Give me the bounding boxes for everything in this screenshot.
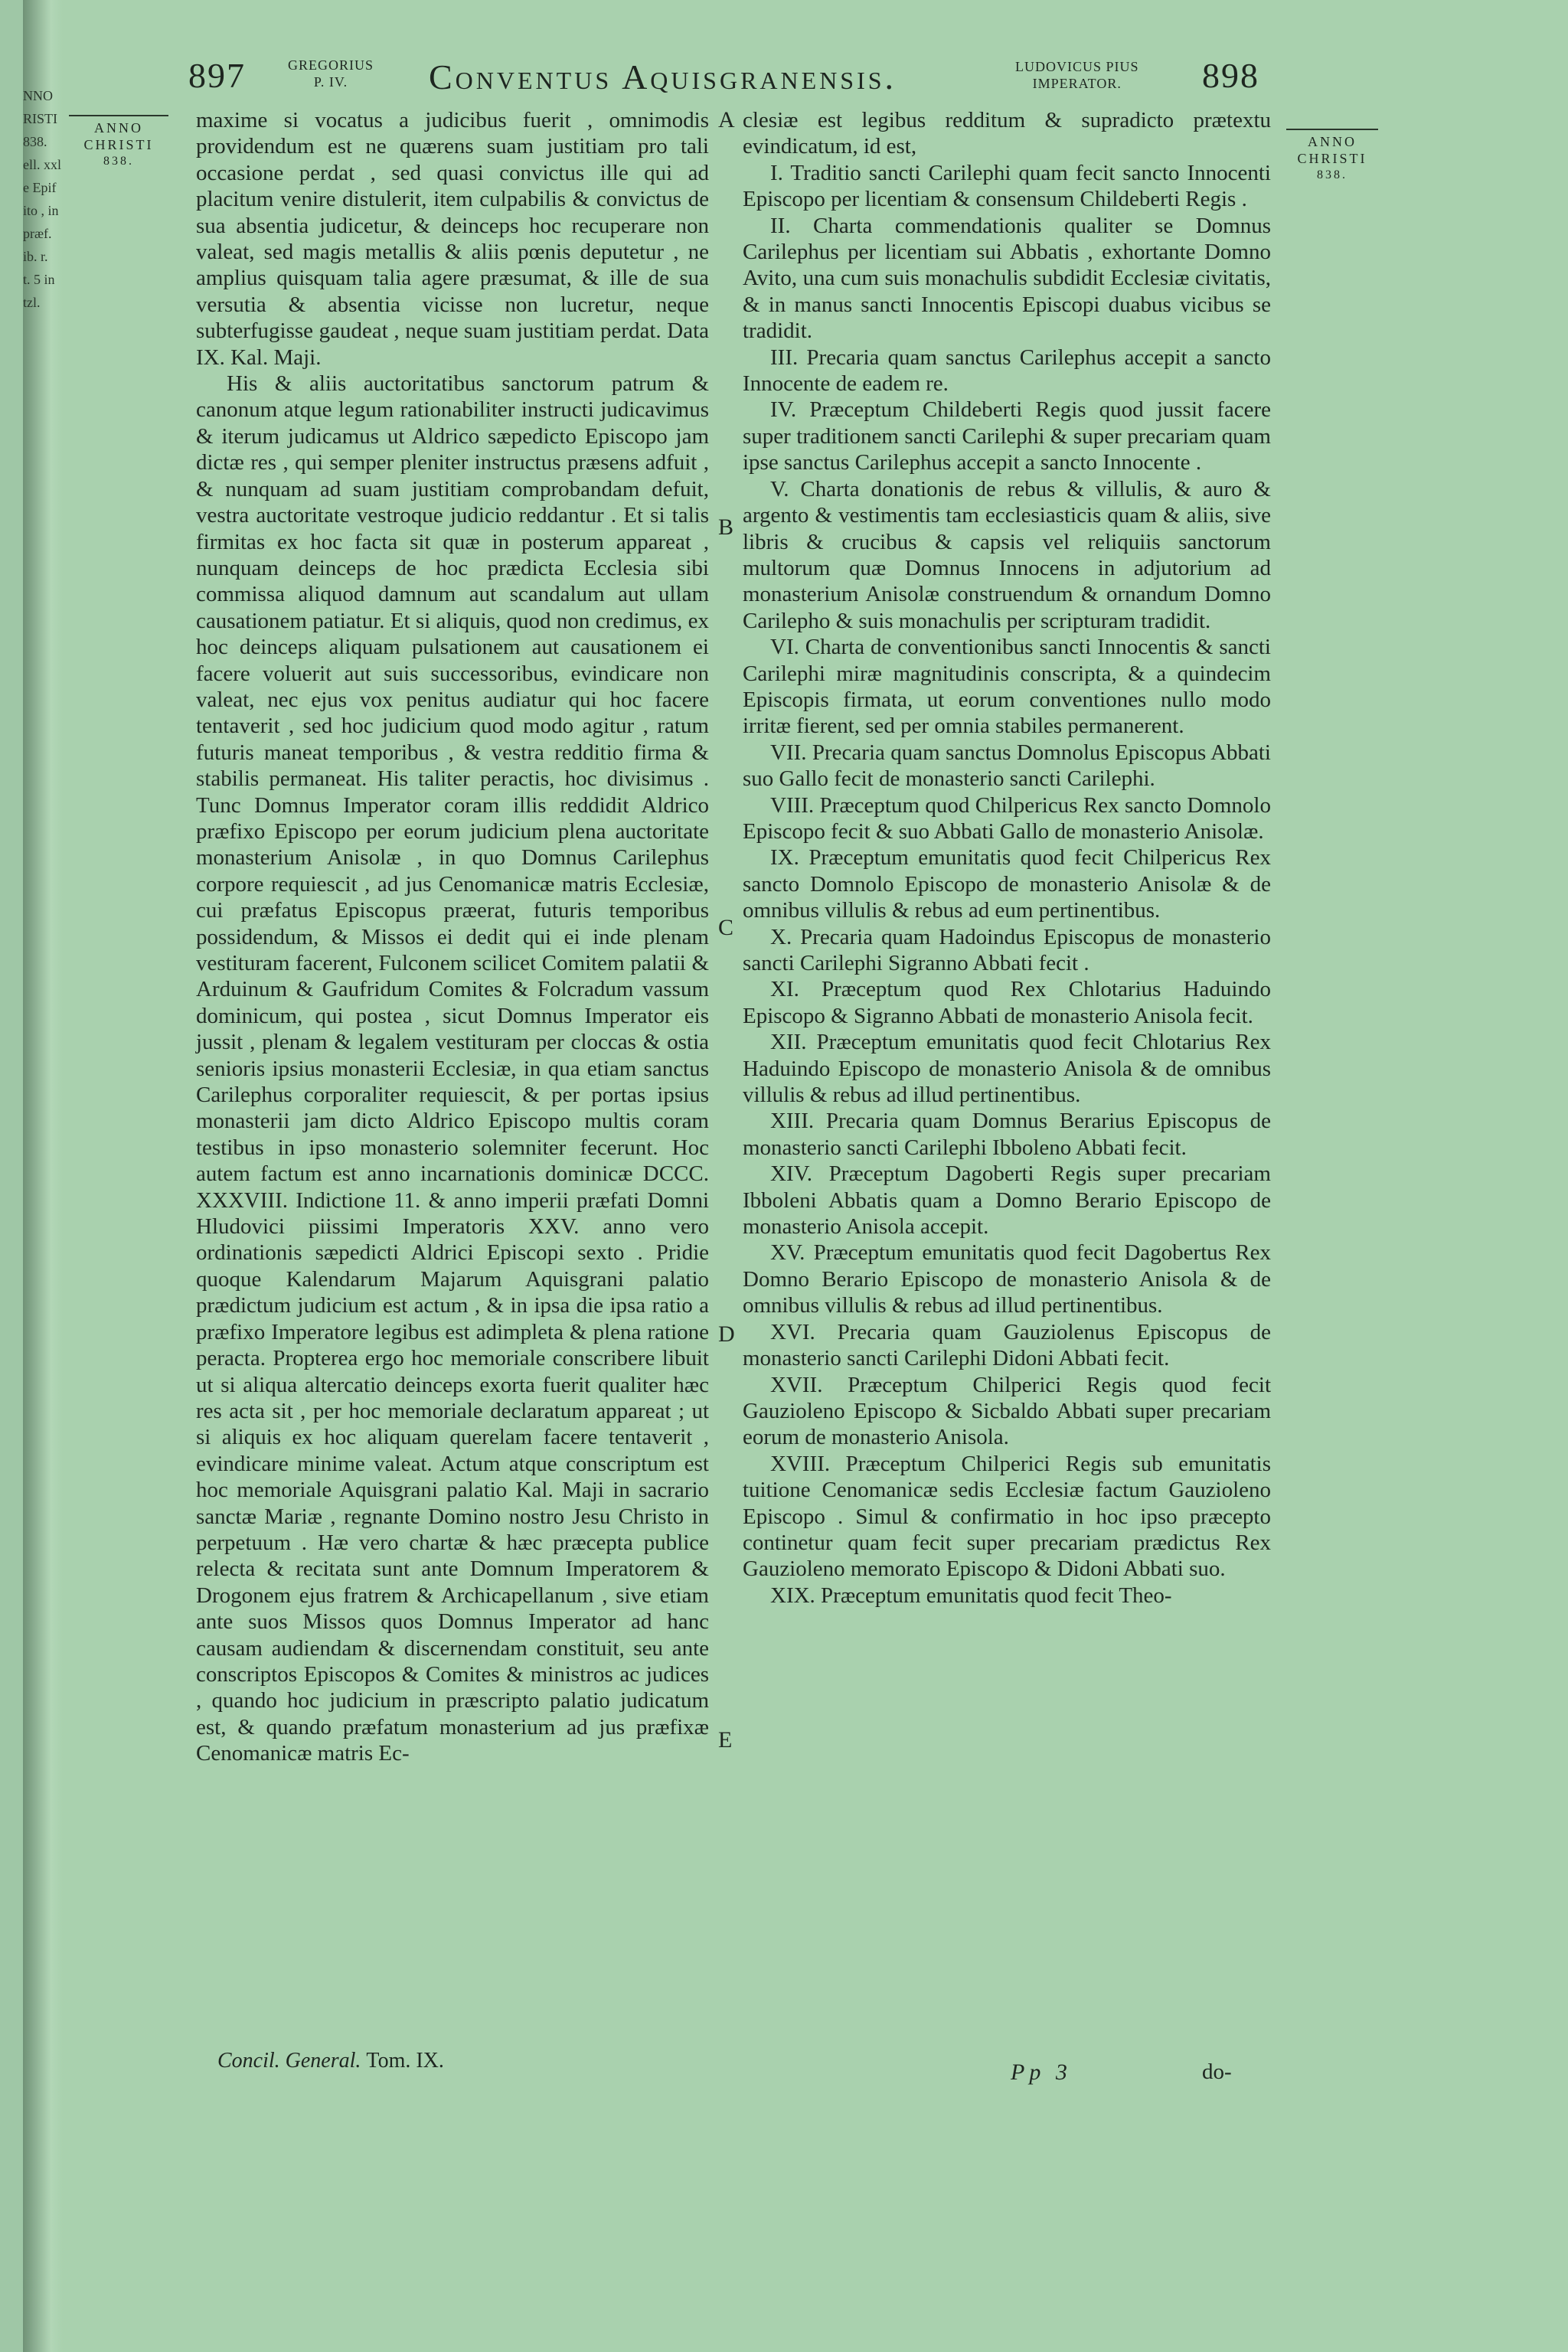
edge-fragment: tzl. [23,295,41,310]
margin-year-right: 838. [1317,168,1348,181]
document-list-item: V. Charta donationis de rebus & villulis, & auro & argento & vestimentis tam ecclesiasticis quam & aliis, sive libris & crucibus & capsis vel reliquiis sanctorum multorum quæ Domnus Innocens in adjutorium ad monasterium Anisolæ construendum & ornandum Domno Carilepho & suis monachulis per scripturam tradidit. [743,476,1271,633]
edge-fragment: ell. xxl [23,157,61,172]
emperor-name: LUDOVICUS PIUS [1015,59,1139,74]
document-list-item: XIII. Precaria quam Domnus Berarius Episcopus de monasterio sancti Carilephi Ibboleno Abbati fecit. [743,1109,1271,1160]
document-list-item: XIX. Præceptum emunitatis quod fecit Theo- [770,1583,1172,1608]
pope-label [288,57,374,90]
emperor-label [1015,58,1139,92]
source-title: Concil. General. [217,2049,361,2073]
right-intro: clesiæ est legibus redditum & supradicto prætextu evindicatum, id est, [743,108,1271,159]
page-number-left: 897 [188,56,246,95]
edge-fragment: ib. r. [23,249,48,264]
document-list-item: XV. Præceptum emunitatis quod fecit Dagobertus Rex Domno Berario Episcopo de monasterio Anisola & de omnibus villulis & rebus ad illud pertinentibus. [743,1240,1271,1318]
page-title: Conventus Aquisgranensis. [429,57,897,96]
margin-year-left: 838. [103,155,134,168]
document-list-item: I. Traditio sancti Carilephi quam fecit sancto Innocenti Episcopo per licentiam & consensum Childeberti Regis . [743,160,1271,212]
edge-fragment: RISTI [23,111,57,126]
document-list-item: III. Precaria quam sanctus Carilephus accepit a sancto Innocente de eadem re. [743,345,1271,397]
edge-fragment: NNO [23,88,53,103]
margin-note-right [1286,129,1378,184]
section-letter-c: C [718,915,734,940]
edge-fragment: e Epif [23,180,57,195]
document-list-item: IX. Præceptum emunitatis quod fecit Chilpericus Rex sancto Domnolo Episcopo de monasterio Anisolæ & de omnibus villulis & rebus ad eum pertinentibus. [743,845,1271,923]
document-list-item: XI. Præceptum quod Rex Chlotarius Haduindo Episcopo & Sigranno Abbati de monasterio Anisola fecit. [743,977,1271,1028]
document-list-item: XVI. Precaria quam Gauziolenus Episcopus de monasterio sancti Carilephi Didoni Abbati fecit. [743,1319,1271,1371]
edge-fragment: præf. [23,226,52,241]
section-letter-d: D [718,1321,735,1347]
emperor-title: IMPERATOR. [1032,76,1122,91]
binding-gutter [23,0,63,2352]
document-list-item: X. Precaria quam Hadoindus Episcopus de monasterio sancti Carilephi Sigranno Abbati fecit . [743,924,1271,975]
margin-anno-left: ANNO [94,120,143,136]
margin-anno-right: ANNO [1308,134,1357,149]
document-list-item: XVII. Præceptum Chilperici Regis quod fecit Gauzioleno Episcopo & Sicbaldo Abbati super precariam eorum de monasterio Anisola. [743,1372,1271,1450]
document-list-item: XVIII. Præceptum Chilperici Regis sub emunitatis tuitione Cenomanicæ sedis Ecclesiæ factum Gauzioleno Episcopo . Simul & confirmatio in hoc ipso præcepto continetur quam fecit super precariam prædictus Rex Gauzioleno memorato Episcopo & Didoni Abbati suo. [743,1451,1271,1582]
left-column [196,107,709,1767]
previous-page-edge [23,84,63,314]
source-volume: Tom. IX. [366,2049,444,2073]
section-letter-e: E [718,1727,733,1753]
edge-fragment: t. 5 in [23,272,55,287]
page-number-right: 898 [1202,56,1259,95]
pope-name: GREGORIUS [288,57,374,73]
document-list [743,160,1271,1609]
margin-note-left [69,115,168,170]
section-letter-b: B [718,514,734,540]
document-list-item: XIV. Præceptum Dagoberti Regis super precariam Ibboleni Abbatis quam a Domno Berario Episcopo de monasterio Anisola accepit. [743,1161,1271,1240]
document-list-item: VIII. Præceptum quod Chilpericus Rex sancto Domnolo Episcopo fecit & suo Abbati Gallo de monasterio Anisolæ. [743,792,1271,844]
running-header [23,47,1568,109]
document-list-item: VI. Charta de conventionibus sancti Innocentis & sancti Carilephi miræ magnitudinis conscripta, & a quindecim Episcopis firmata, ut eorum conventiones nullo modo irritæ fierent, sed per omnia stabiles permanerent. [743,635,1271,739]
document-list-item: IV. Præceptum Childeberti Regis quod jussit facere super traditionem sancti Carilephi & super precariam quam ipse sanctus Carilephus accepit a sancto Innocente . [743,397,1271,475]
document-list-item: II. Charta commendationis qualiter se Domnus Carilephus per licentiam sui Abbatis , exhortante Domno Avito, una cum suis monachulis subdidit Ecclesiæ civitatis, & in manus sancti Innocentis Episcopi duabus vicibus se tradidit. [743,213,1271,344]
section-letter-a: A [718,107,735,132]
document-list-item: VII. Precaria quam sanctus Domnolus Episcopus Abbati suo Gallo fecit de monasterio sancti Carilephi. [743,740,1271,792]
catchword: do- [1202,2060,1232,2084]
edge-fragment: ito , in [23,203,59,218]
left-paragraph-1: maxime si vocatus a judicibus fuerit , omnimodis providendum est ne quærens suam justitiam pro tali occasione perdat , sed quasi convictus ille qui ad placitum venire distulerit, item culpabilis & convictus de sua absentia judicetur, & deinceps hoc recuperare non valeat, sed magis metallis & aliis pœnis deputetur , ne amplius quisquam talia agere præsumat, & ille de sua versutia & absentia vicisse non lucretur, neque subterfugisse gaudeat , neque suam justitiam perdat. Data IX. Kal. Maji. [196,108,709,370]
source-reference [217,2049,444,2073]
margin-christi-right: CHRISTI [1297,151,1367,166]
edge-fragment: 838. [23,134,47,149]
left-paragraph-2: His & aliis auctoritatibus sanctorum patrum & canonum atque legum rationabiliter instructi judicavimus & iterum judicamus ut Aldrico sæpedicto Episcopo jam dictæ res , qui semper pleniter instructus præsens adfuit , & nunquam ad suam justitiam comprobandam defuit, vestra auctoritate vestroque judicio reddantur . Et si talis firmitas ex hoc facta sit quæ in posterum appareat , nunquam deinceps de hoc prædicta Ecclesia sibi commissa aliquod damnum aut scandalum aut ullam causationem patiatur. Et si aliquis, quod non credimus, ex hoc deinceps aliquam pulsationem aut causationem ei facere voluerit aut suis successoribus, evindicare non valeat, nec ejus vox penitus audiatur qui hoc facere tentaverit , sed hoc judicium quod modo agitur , ratum futuris maneat temporibus , & vestra redditio firma & stabilis permaneat. His taliter peractis, hoc divisimus . Tunc Domnus Imperator coram illis reddidit Aldrico præfixo Episcopo per eorum judicium plena auctoritate monasterium Anisolæ , in quo Domnus Carilephus corpore requiescit , ad jus Cenomanicæ matris Ecclesiæ, cui præfatus Episcopus præerat, futuris temporibus possidendum, & Missos ei dedit qui ei inde plenam vestituram facerent, Fulconem scilicet Comitem palatii & Arduinum & Gaufridum Comites & Folcradum vassum dominicum, qui postea , sicut Domnus Imperator eis jussit , plenam & legalem vestituram per cloccas & ostia senioris ipsius monasterii Ecclesiæ, in qua etiam sanctus Carilephus corporaliter requiescit, & per portas ipsius monasterii jam dicto Aldrico Episcopo multis coram testibus in ipso monasterio solemniter fecerunt. Hoc autem factum est anno incarnationis dominicæ DCCC. XXXVIII. Indictione 11. & anno imperii præfati Domni Hludovici piissimi Imperatoris XXV. anno vero ordinationis sæpedicti Aldrici Episcopi sexto . Pridie quoque Kalendarum Majarum Aquisgrani palatio prædictum judicium est actum , & in ipsa die ipsa ratio a præfixo Imperatore legibus est adimpleta & plena ratione peracta. Propterea ergo hoc memoriale conscribere libuit ut si aliqua altercatio deinceps exorta fuerit qualiter hæc res acta sit , per hoc memoriale declaratum appareat ; ut si aliquis ex hoc aliquam querelam facere tentaverit , evindicare minime valeat. Actum atque conscriptum est hoc memoriale Aquisgrani palatio Kal. Maji in sacrario sanctæ Mariæ , regnante Domino nostro Jesu Christo in perpetuum . Hæ vero chartæ & hæc præcepta publice relecta & recitata sunt ante Domnum Imperatorem & Drogonem ejus fratrem & Archicapellanum , sive etiam ante suos Missos quos Domnus Imperator ad hanc causam audiendam & discernendam constituit, seu ante conscriptos Episcopos & Comites & ministros ac judices , quando hoc judicium in præscripto palatio judicatum est, & quando præfatum monasterium ad jus præfixæ Cenomanicæ matris Ec- [196,371,709,1766]
right-column [743,107,1271,1609]
pope-number: P. IV. [313,74,348,90]
document-list-item: XII. Præceptum emunitatis quod fecit Chlotarius Rex Haduindo Episcopo de monasterio Anisola & de omnibus villulis & rebus ad illud pertinentibus. [743,1030,1271,1108]
book-page [23,0,1568,2352]
margin-christi-left: CHRISTI [83,137,154,152]
signature-mark: Pp 3 [1011,2060,1072,2085]
